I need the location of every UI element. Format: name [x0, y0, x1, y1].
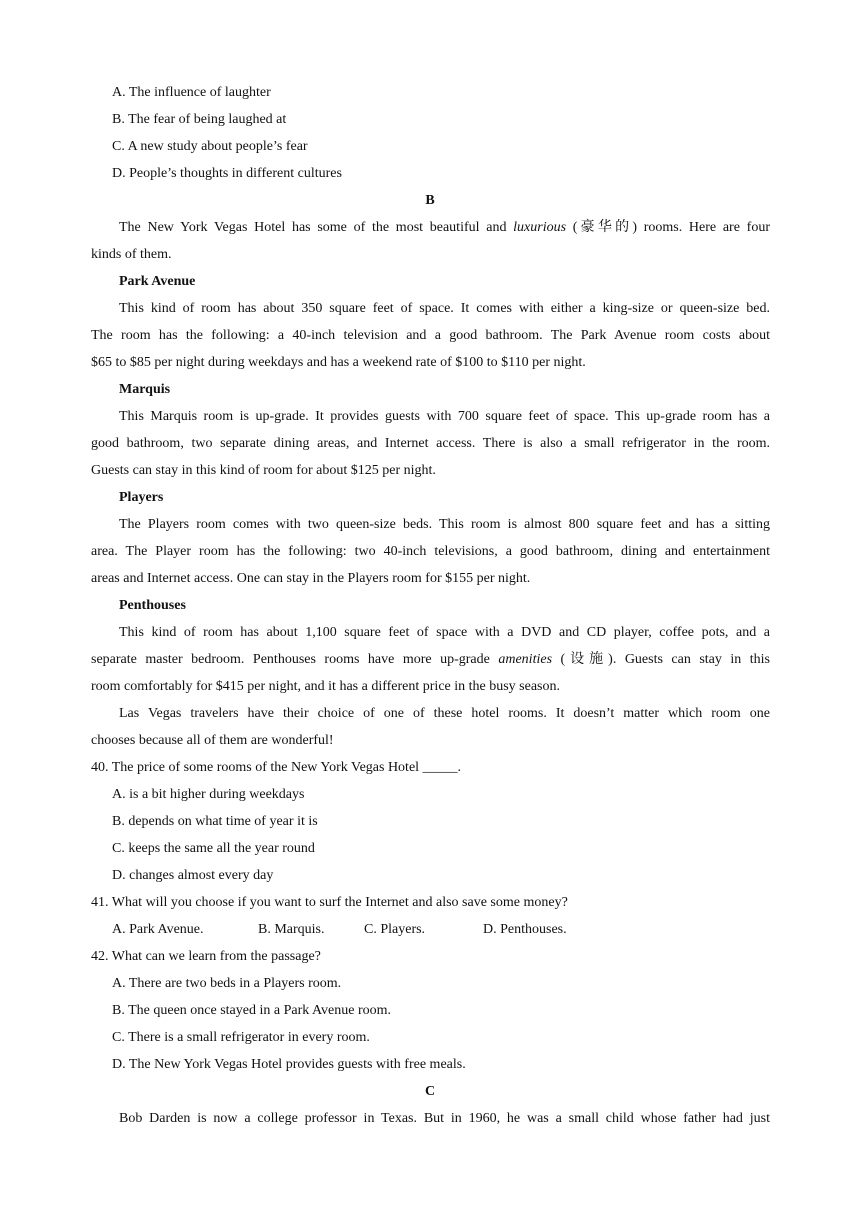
penthouses-title: Penthouses — [119, 598, 186, 613]
marquis-line-1: This Marquis room is up-grade. It provides guests with 700 square feet of space. This up-grade room has a — [119, 409, 770, 424]
park-line-1: This kind of room has about 350 square feet of space. It comes with either a king-size or queen-size bed. — [119, 301, 770, 316]
players-title: Players — [119, 490, 164, 505]
intro-italic-word: luxurious — [513, 220, 567, 235]
marquis-line-2: good bathroom, two separate dining areas, and Internet access. There is also a small refrigerator in the room. — [91, 436, 770, 451]
section-c-line-1: Bob Darden is now a college professor in Texas. But in 1960, he was a small child whose father had just — [119, 1111, 770, 1126]
players-line-1: The Players room comes with two queen-size beds. This room is almost 800 square feet and has a sitting — [119, 517, 770, 532]
q40-option-a: A. is a bit higher during weekdays — [112, 787, 305, 802]
players-line-2: area. The Player room has the following: two 40-inch televisions, a good bathroom, dining and entertainment — [91, 544, 770, 559]
q42-option-b: B. The queen once stayed in a Park Avenue room. — [112, 1003, 392, 1018]
park-line-3: $65 to $85 per night during weekdays and has a weekend rate of $100 to $110 per night. — [91, 355, 586, 370]
penthouses-line-3: room comfortably for $415 per night, and it has a different price in the busy season. — [91, 679, 561, 694]
penthouses-line-2 — [91, 651, 770, 669]
q42-option-c: C. There is a small refrigerator in every room. — [112, 1030, 370, 1045]
penthouses-text: separate master bedroom. Penthouses rooms have more up-grade — [91, 652, 499, 667]
q41-option-c: C. Players. — [364, 922, 426, 937]
closing-line-1: Las Vegas travelers have their choice of one of these hotel rooms. It doesn’t matter which room one — [119, 706, 770, 721]
intro-line-1 — [119, 219, 770, 237]
park-line-2: The room has the following: a 40-inch television and a good bathroom. The Park Avenue room costs about — [91, 328, 770, 343]
penthouses-line-1: This kind of room has about 1,100 square feet of space with a DVD and CD player, coffee pots, and a — [119, 625, 770, 640]
marquis-title: Marquis — [119, 382, 171, 397]
q42-option-a: A. There are two beds in a Players room. — [112, 976, 342, 991]
prev-option-a: A. The influence of laughter — [112, 85, 271, 100]
intro-text: The New York Vegas Hotel has some of the most beautiful and — [119, 220, 514, 235]
q40-option-d: D. changes almost every day — [112, 868, 274, 883]
penthouses-text-end: (设施). Guests can stay in this — [552, 652, 771, 667]
q41-option-d: D. Penthouses. — [483, 922, 567, 937]
q40-option-c: C. keeps the same all the year round — [112, 841, 315, 856]
question-42-stem: 42. What can we learn from the passage? — [91, 949, 321, 964]
q41-option-b: B. Marquis. — [258, 922, 325, 937]
q40-option-b: B. depends on what time of year it is — [112, 814, 318, 829]
prev-option-d: D. People’s thoughts in different cultures — [112, 166, 342, 181]
intro-text-end: (豪华的) rooms. Here are four — [566, 220, 770, 235]
park-avenue-title: Park Avenue — [119, 274, 196, 289]
prev-option-b: B. The fear of being laughed at — [112, 112, 287, 127]
penthouses-italic-word: amenities — [498, 652, 553, 667]
q41-option-a: A. Park Avenue. — [112, 922, 204, 937]
question-41-stem: 41. What will you choose if you want to surf the Internet and also save some money? — [91, 895, 568, 910]
closing-line-2: chooses because all of them are wonderful! — [91, 733, 334, 748]
question-40-stem: 40. The price of some rooms of the New York Vegas Hotel _____. — [91, 760, 462, 775]
q42-option-d: D. The New York Vegas Hotel provides guests with free meals. — [112, 1057, 466, 1072]
marquis-line-3: Guests can stay in this kind of room for about $125 per night. — [91, 463, 436, 478]
players-line-3: areas and Internet access. One can stay in the Players room for $155 per night. — [91, 571, 531, 586]
intro-line-2: kinds of them. — [91, 247, 172, 262]
prev-option-c: C. A new study about people’s fear — [112, 139, 308, 154]
section-b-heading: B — [425, 193, 435, 208]
section-c-heading: C — [424, 1084, 436, 1099]
